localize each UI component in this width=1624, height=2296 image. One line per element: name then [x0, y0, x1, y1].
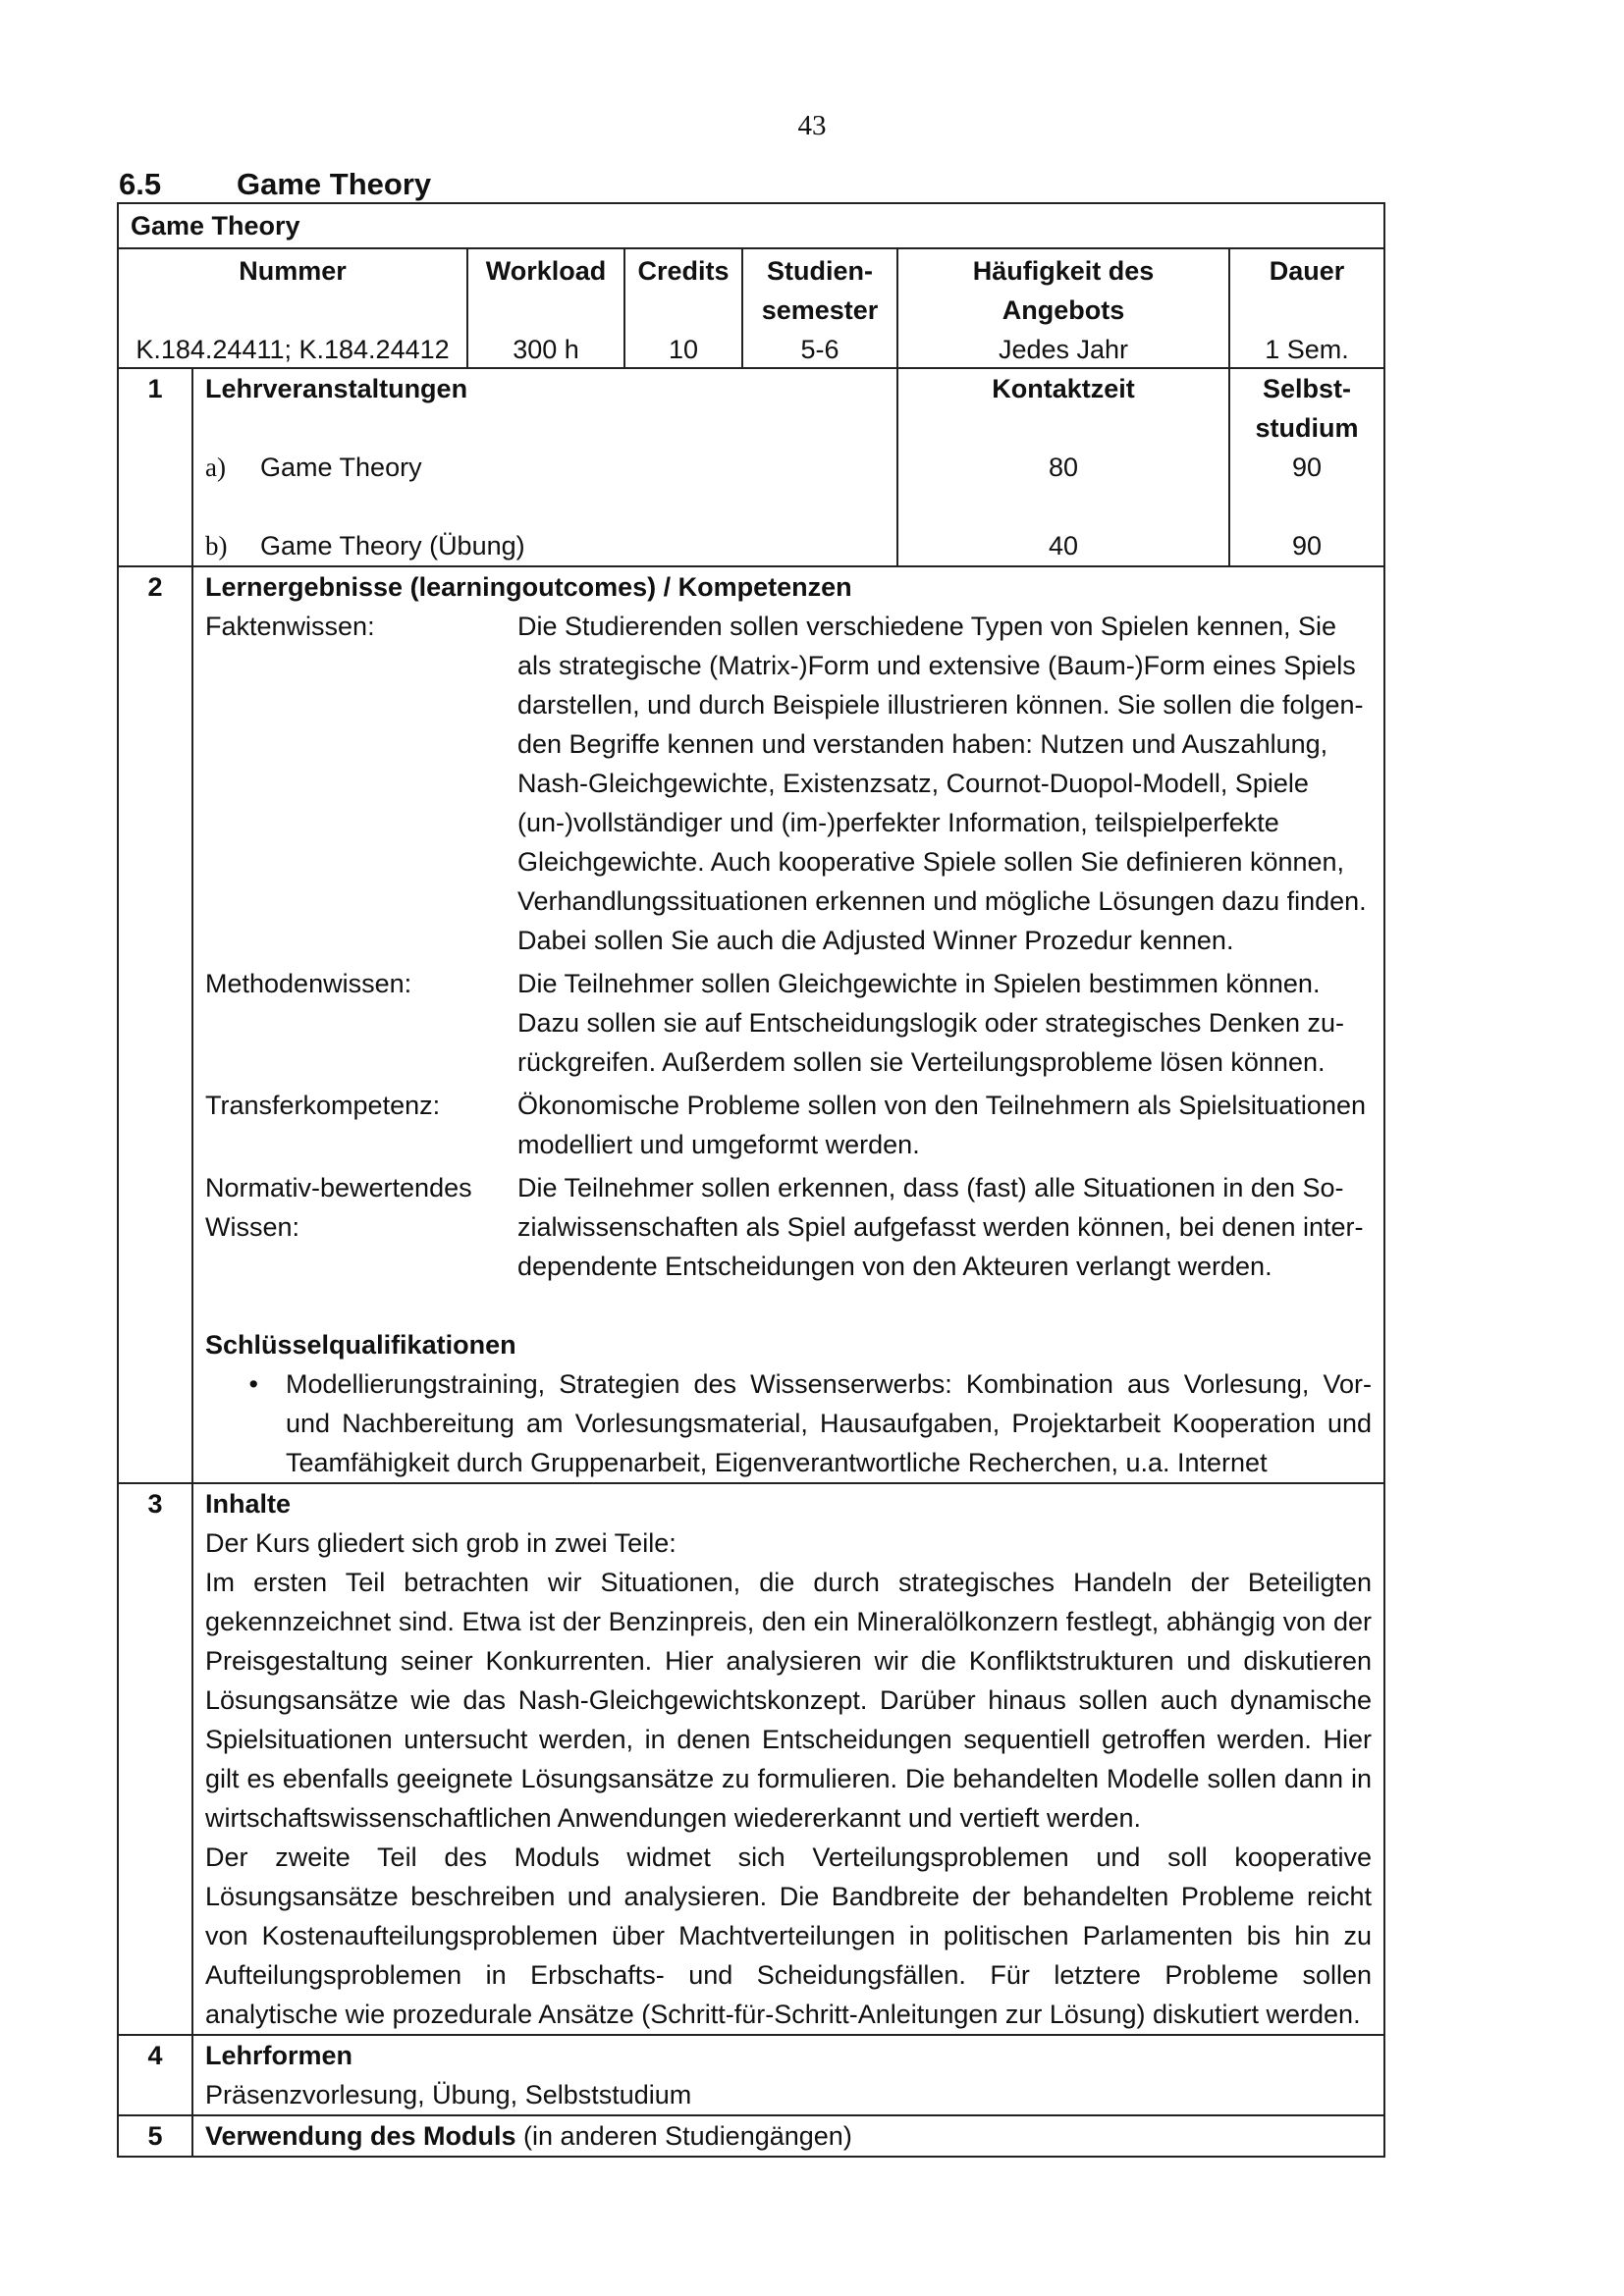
faktenwissen-block: [205, 607, 1372, 960]
schluesselqualifikationen-title: Schlüsselqualifikationen: [205, 1330, 516, 1360]
workload-cell: [468, 249, 625, 367]
section-1-row: [117, 369, 1385, 567]
selbststudium-label-2: studium: [1255, 413, 1359, 443]
module-title: Game Theory: [131, 211, 300, 240]
nummer-label: Nummer: [239, 256, 347, 286]
normativ-label-line-2: Wissen:: [205, 1212, 300, 1242]
selbststudium-column: [1230, 369, 1383, 565]
transferkompetenz-text: [517, 1086, 1372, 1164]
transferkompetenz-block: [205, 1086, 1372, 1164]
dauer-value: 1 Sem.: [1265, 335, 1349, 364]
workload-label: Workload: [485, 256, 607, 286]
section-number: 6.5: [119, 167, 162, 201]
section-5-number: 5: [119, 2116, 193, 2156]
normativ-text: [517, 1168, 1372, 1286]
section-4-row: [117, 2036, 1385, 2116]
transferkompetenz-line: Ökonomische Probleme sollen von den Teilnehmern als Spielsituationen: [517, 1091, 1366, 1120]
faktenwissen-line: als strategische (Matrix-)Form und extensive (Baum-)Form eines Spiels: [517, 651, 1356, 680]
faktenwissen-line: Gleichgewichte. Auch kooperative Spiele sollen Sie definieren können,: [517, 847, 1345, 877]
normativ-line: zialwissenschaften als Spiel aufgefasst werden können, bei denen inter-: [517, 1212, 1364, 1242]
section-3-paragraph-2: Der zweite Teil des Moduls widmet sich Verteilungsproblemen und soll kooperative Lösungsansätze beschreiben und analysieren. Die Bandbreite der behandelten Probleme reicht von Kostenaufteilungsproblemen über Machtverteilungen in politischen Parlamenten bis hin zu Aufteilungsproblemen in Erbschafts- und Scheidungsfällen. Für letztere Probleme sollen analytische wie prozedurale Ansätze (Schritt-für-Schritt-Anleitungen zur Lösung) diskutiert werden.: [205, 1842, 1372, 2029]
course-item-b: [205, 526, 885, 565]
dauer-cell: [1230, 249, 1383, 367]
haeufigkeit-label: Häufigkeit des Angebots: [972, 256, 1155, 325]
normativ-label: [205, 1168, 517, 1286]
haeufigkeit-cell: [898, 249, 1230, 367]
studiensemester-label-2: semester: [761, 295, 879, 325]
faktenwissen-text: [517, 607, 1372, 960]
studiensemester-label-1: Studien-: [767, 256, 873, 286]
transferkompetenz-line: modelliert und umgeformt werden.: [517, 1130, 920, 1159]
kontaktzeit-b: 40: [1048, 531, 1079, 561]
kontaktzeit-label: Kontaktzeit: [992, 374, 1135, 403]
course-item-b-name: Game Theory (Übung): [260, 531, 525, 561]
section-2-title: Lernergebnisse (learningoutcomes) / Kompetenzen: [205, 572, 852, 602]
schluesselqualifikationen-item: [205, 1364, 1372, 1482]
faktenwissen-label: Faktenwissen:: [205, 612, 375, 641]
methodenwissen-label: Methodenwissen:: [205, 969, 412, 998]
section-heading: [119, 165, 431, 204]
section-3-row: [117, 1484, 1385, 2036]
faktenwissen-line: Die Studierenden sollen verschiedene Typen von Spielen kennen, Sie: [517, 612, 1337, 641]
module-title-row: [117, 202, 1385, 249]
section-1-number: 1: [119, 369, 193, 565]
section-5-title: Verwendung des Moduls: [205, 2121, 516, 2151]
workload-value: 300 h: [513, 335, 579, 364]
kontaktzeit-a: 80: [1048, 453, 1079, 482]
section-5-content: [193, 2116, 1383, 2156]
selbststudium-label-1: Selbst-: [1262, 374, 1352, 403]
faktenwissen-line: Dabei sollen Sie auch die Adjusted Winner Prozedur kennen.: [517, 926, 1234, 955]
haeufigkeit-value: Jedes Jahr: [998, 335, 1129, 364]
methodenwissen-block: [205, 964, 1372, 1082]
studiensemester-value: 5-6: [800, 335, 839, 364]
selbststudium-a: 90: [1291, 453, 1323, 482]
bullet-icon: •: [248, 1369, 258, 1399]
schluesselqualifikationen-text: Modellierungstraining, Strategien des Wissenserwerbs: Kombination aus Vorlesung, Vor- und Nachbereitung am Vorlesungsmaterial, Hausaufgaben, Projektarbeit Kooperation und Teamfähigkeit durch Gruppenarbeit, Eigenverantwortliche Recherchen, u.a. Internet: [286, 1369, 1372, 1477]
section-2-row: [117, 567, 1385, 1484]
section-3-title: Inhalte: [205, 1489, 292, 1519]
section-5-suffix: (in anderen Studiengängen): [515, 2121, 852, 2151]
section-3-content: [193, 1484, 1383, 2034]
credits-value: 10: [668, 335, 699, 364]
credits-cell: [625, 249, 743, 367]
section-5-row: [117, 2116, 1385, 2158]
section-4-number: 4: [119, 2036, 193, 2114]
methodenwissen-text: [517, 964, 1372, 1082]
credits-label: Credits: [637, 256, 730, 286]
section-1-content: [193, 369, 898, 565]
page-number: 43: [797, 110, 827, 141]
faktenwissen-line: den Begriffe kennen und verstanden haben: Nutzen und Auszahlung,: [517, 729, 1328, 759]
faktenwissen-line: Verhandlungssituationen erkennen und mögliche Lösungen dazu finden.: [517, 886, 1367, 916]
faktenwissen-line: darstellen, und durch Beispiele illustrieren können. Sie sollen die folgen-: [517, 690, 1364, 720]
studiensemester-cell: [743, 249, 898, 367]
nummer-value: K.184.24411; K.184.24412: [135, 335, 450, 364]
section-1-title: Lehrveranstaltungen: [205, 374, 468, 403]
module-header-row: [117, 249, 1385, 369]
section-3-number: 3: [119, 1484, 193, 2034]
methodenwissen-line: Dazu sollen sie auf Entscheidungslogik oder strategisches Denken zu-: [517, 1008, 1344, 1038]
course-item-a-label: a): [205, 453, 226, 482]
section-4-content: [193, 2036, 1383, 2114]
faktenwissen-line: Nash-Gleichgewichte, Existenzsatz, Cournot-Duopol-Modell, Spiele: [517, 769, 1309, 798]
section-4-title: Lehrformen: [205, 2041, 353, 2070]
dauer-label: Dauer: [1269, 256, 1345, 286]
section-3-paragraph-1: Im ersten Teil betrachten wir Situationen, die durch strategisches Handeln der Beteiligten gekennzeichnet sind. Etwa ist der Benzinpreis, den ein Mineralölkonzern festlegt, abhängig von der Preisgestaltung seiner Konkurrenten. Hier analysieren wir die Konfliktstrukturen und diskutieren Lösungsansätze wie das Nash-Gleichgewichtskonzept. Darüber hinaus sollen auch dynamische Spielsituationen untersucht werden, in denen Entscheidungen sequentiell getroffen werden. Hier gilt es ebenfalls geeignete Lösungsansätze zu formulieren. Die behandelten Modelle sollen dann in wirtschaftswissenschaftlichen Anwendungen wiedererkannt und vertieft werden.: [205, 1568, 1372, 1833]
selbststudium-b: 90: [1291, 531, 1323, 561]
section-2-number: 2: [119, 567, 193, 1482]
normativ-label-line-1: Normativ-bewertendes: [205, 1173, 472, 1202]
section-title: Game Theory: [237, 167, 432, 201]
methodenwissen-line: Die Teilnehmer sollen Gleichgewichte in Spielen bestimmen können.: [517, 969, 1321, 998]
section-3-intro: Der Kurs gliedert sich grob in zwei Teile:: [205, 1528, 677, 1558]
methodenwissen-line: rückgreifen. Außerdem sollen sie Verteilungsprobleme lösen können.: [517, 1047, 1326, 1077]
section-2-content: [193, 567, 1383, 1482]
transferkompetenz-label: Transferkompetenz:: [205, 1091, 441, 1120]
normativ-line: dependente Entscheidungen von den Akteuren verlangt werden.: [517, 1252, 1272, 1281]
module-table: [117, 202, 1385, 2158]
section-4-text: Präsenzvorlesung, Übung, Selbststudium: [205, 2080, 692, 2109]
faktenwissen-line: (un-)vollständiger und (im-)perfekter Information, teilspielperfekte: [517, 808, 1279, 837]
course-item-a: [205, 448, 885, 526]
kontaktzeit-column: [898, 369, 1230, 565]
normativ-line: Die Teilnehmer sollen erkennen, dass (fast) alle Situationen in den So-: [517, 1173, 1344, 1202]
course-item-a-name: Game Theory: [260, 453, 422, 482]
course-item-b-label: b): [205, 531, 228, 561]
normativ-block: [205, 1168, 1372, 1286]
nummer-cell: [119, 249, 468, 367]
